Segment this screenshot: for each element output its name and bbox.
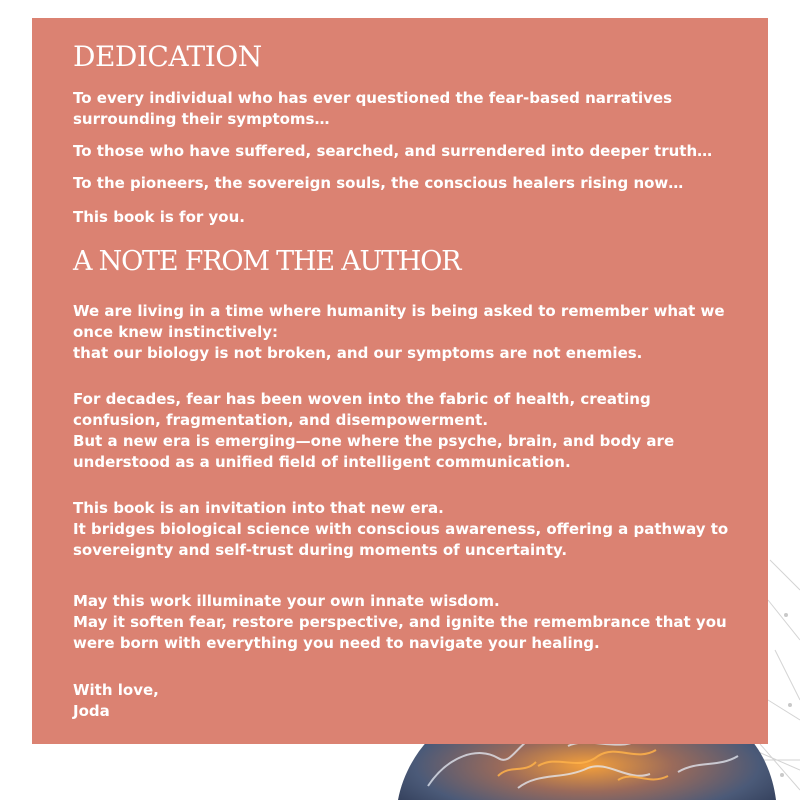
content-panel: [32, 18, 768, 744]
dedication-heading: DEDICATION: [73, 40, 262, 73]
dedication-line: To the pioneers, the sovereign souls, the conscious healers rising now…: [73, 174, 684, 192]
author-note-paragraph: May this work illuminate your own innate wisdom. May it soften fear, restore perspective, and ignite the remembrance that you were born with everything you need to navigate your healing.: [73, 592, 727, 652]
author-note-heading: A NOTE FROM THE AUTHOR: [73, 246, 461, 277]
author-note-paragraph: For decades, fear has been woven into the fabric of health, creating confusion, fragmentation, and disempowerment. But a new era is emerging—one where the psyche, brain, and body are understood as a unified field of intelligent communication.: [73, 390, 675, 471]
author-signoff: With love, Joda: [73, 681, 159, 720]
dedication-line: To those who have suffered, searched, and surrendered into deeper truth…: [73, 142, 713, 160]
dedication-line: To every individual who has ever questioned the fear-based narratives surrounding their symptoms…: [73, 89, 673, 128]
author-note-paragraph: We are living in a time where humanity is being asked to remember what we once knew instinctively: that our biology is not broken, and our symptoms are not enemies.: [73, 302, 725, 362]
author-note-paragraph: This book is an invitation into that new era. It bridges biological science with conscious awareness, offering a pathway to sovereignty and self-trust during moments of uncertainty.: [73, 499, 729, 559]
dedication-line: This book is for you.: [73, 208, 245, 226]
